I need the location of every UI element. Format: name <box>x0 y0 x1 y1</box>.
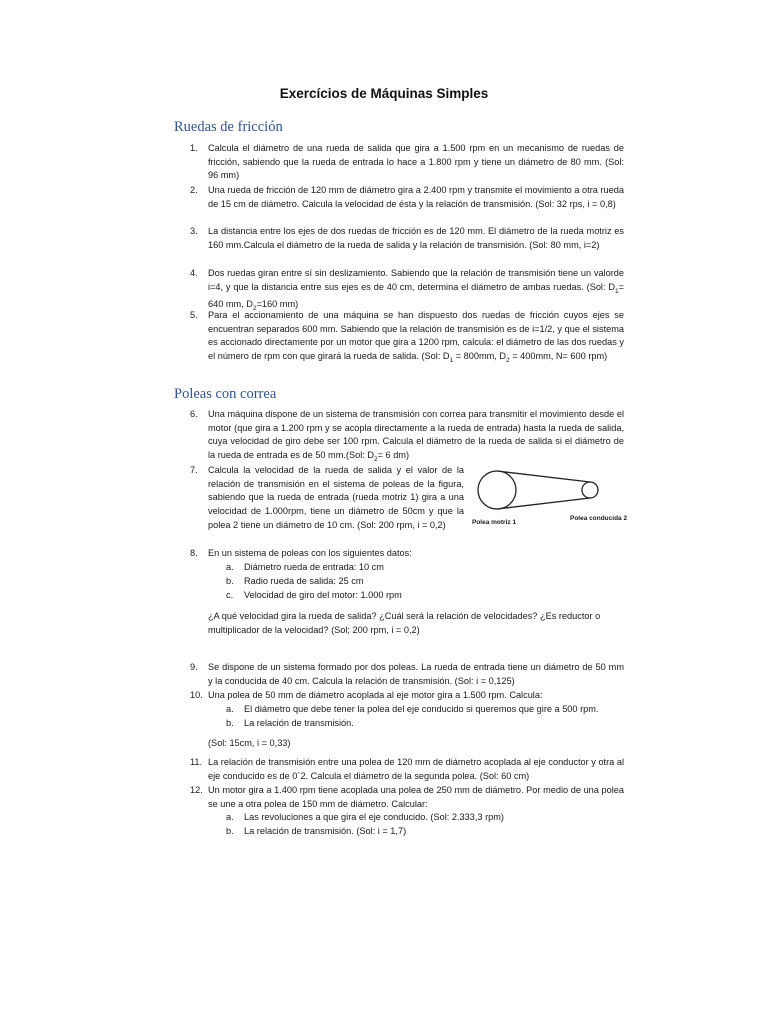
exercise-number: 9. <box>190 662 198 672</box>
exercise-text: La distancia entre los ejes de dos ruedas de fricción es de 120 mm. El diámetro de la rueda motriz es 160 mm.Calcula el diámetro de la rueda de salida y la relación de transmisión. (Sol: 80 mm, i=2) <box>208 226 624 250</box>
exercise-5 <box>190 309 624 368</box>
exercise-2 <box>190 184 624 211</box>
document-page: Exercícios de Máquinas Simples Ruedas de fricción 1. Calcula el diámetro de una rueda de salida que gira a 1.500 rpm en un mecanismo de ruedas de fricción, sabiendo que la rueda de entrada lo hace a 1.800 rpm y tiene un diámetro de 80 mm. (Sol: 96 mm) 2. Una rueda de fricción de 120 mm de diámetro gira a 2.400 rpm y transmite el movimiento a otra rueda de 15 cm de diámetro. Calcula la velocidad de ésta y la relación de transmisión. (Sol: 32 rps, i = 0,8) 3. La distancia entre los ejes de dos ruedas de fricción es de 120 mm. El diámetro de la rueda motriz es 160 mm.Calcula el diámetro de la rueda de salida y la relación de transmisión. (Sol: 80 mm, i=2) 4. Dos ruedas giran entre sí sin deslizamiento. Sabiendo que la relación de transmisión tiene un valorde i=4, y que la distancia entre sus ejes es de 40 cm, determina el diámetro de ambas ruedas. (Sol: $D_1= 640$ mm, $D_2=160$ mm) 5. Para el accionamiento de una máquina se han dispuesto dos ruedas de fricción cuyos ejes se encuentran separados 600 mm. Sabiendo que la relación de transmisión es de i=1/2, y que el sistema es accionado directamente por un motor que gira a 1200 rpm, calcula: el diámetro de las dos ruedas y el número de rpm con que girará la rueda de salida. (Sol: $D_1 = 800mm$, $D_2 = 400mm$, N= 600 rpm) Poleas con correa 6. Una máquina dispone de un sistema de transmisión con correa para transmitir el movimiento desde el motor (que gira a 1.200 rpm y se acopla directamente a la rueda de entrada) hasta la rueda de salida, cuya velocidad de giro debe ser 100 rpm. Calcula el diámetro de la rueda de salida si el diámetro de la rueda de entrada es de 50 mm.(Sol: $D_2= 6$ dm) 7. Calcula la velocidad de la rueda de salida y el valor de la relación de transmisión en el sistema de poleas de la figura, sabiendo que la rueda de entrada (rueda motriz 1) gira a una velocidad de 1.000rpm, tiene un diámetro de 50cm y que la polea 2 tiene un diámetro de 10 cm. (Sol: 200 rpm, i = 0,2) Polea motriz 1 Polea conducida 2 8. En un sistema de poleas con los siguientes datos: a. Diámetro rueda de entrada: 10 cm b. Radio rueda de salida: 25 cm c. Velocidad de giro del motor: 1.000 rpm ¿A qué velocidad gira la rueda de salida? ¿Cuál será la relación de velocidades? ¿Es reductor o multiplicador de la velocidad? (Sol; 200 rpm, i = 0,2) 9. Se dispone de un sistema formado por dos poleas. La rueda de entrada tiene un diámetro de 50 mm y la conducida de 40 cm. Calcula la relación de transmisión. (Sol: i = 0,125) 10. Una polea de 50 mm de diámetro acoplada al eje motor gira a 1.500 rpm. Calcula: a. El diámetro que debe tener la polea del eje conducido si queremos que gire a 500 rpm. b. La relación de transmisión. (Sol: 15cm, i = 0,33) 11. La relación de transmisión entre una polea de 120 mm de diámetro acoplada al eje conductor y otra al eje conducido es de 0´2. Calcula el diámetro de la segunda polea. (Sol: 60 cm) 12. Un motor gira a 1.400 rpm tiene acoplada una polea de 250 mm de diámetro. Por medio de una polea se une a otra polea de 150 mm de diámetro. Calcular: a. Las revoluciones a que gira el eje conducido. (Sol: 2.333,3 rpm) b. La relación de transmisión. (Sol: i = 1,7) <box>0 0 768 1024</box>
exercise-text: Una máquina dispone de un sistema de transmisión con correa para transmitir el movimiento desde el motor (que gira a 1.200 rpm y se acopla directamente a la rueda de entrada) hasta la rueda de salida, cuya velocidad de giro debe ser 100 rpm. Calcula el diámetro de la rueda de salida si el diámetro de la rueda de entrada es de 50 mm.(Sol: $D_2= 6$ dm) <box>208 409 624 463</box>
section-heading-friction: Ruedas de fricción <box>174 119 283 135</box>
exercise-number: 7. <box>190 465 198 475</box>
belt-pulley-diagram <box>470 468 630 514</box>
exercise-number: 12. <box>190 785 203 795</box>
exercise-text: Una polea de 50 mm de diámetro acoplada al eje motor gira a 1.500 rpm. Calcula: <box>208 690 543 700</box>
exercise-number: 11. <box>190 757 203 767</box>
exercise-8-question: ¿A qué velocidad gira la rueda de salida? ¿Cuál será la relación de velocidades? ¿Es reductor o multiplicador de la velocidad? (Sol; 200 rpm, i = 0,2) <box>208 611 601 635</box>
exercise-number: 6. <box>190 409 198 419</box>
exercise-text: La relación de transmisión entre una polea de 120 mm de diámetro acoplada al eje conductor y otra al eje conducido es de 0´2. Calcula el diámetro de la segunda polea. (Sol: 60 cm) <box>208 757 624 781</box>
exercise-number: 1. <box>190 143 198 153</box>
exercise-7 <box>190 464 464 533</box>
exercise-text: Dos ruedas giran entre sí sin deslizamiento. Sabiendo que la relación de transmisión tiene un valorde i=4, y que la distancia entre sus ejes es de 40 cm, determina el diámetro de ambas ruedas. (Sol: $D_1= 640$ mm, $D_2=160$ mm) <box>208 268 624 313</box>
exercise-10-solution: (Sol: 15cm, i = 0,33) <box>208 738 291 748</box>
exercise-text: Para el accionamiento de una máquina se han dispuesto dos ruedas de fricción cuyos ejes se encuentran separados 600 mm. Sabiendo que la relación de transmisión es de i=1/2, y que el sistema es accionado directamente por un motor que gira a 1200 rpm, calcula: el diámetro de las dos ruedas y el número de rpm con que girará la rueda de salida. (Sol: $D_1 = 800mm$, $D_2 = 400mm$, N= 600 rpm) <box>208 310 624 364</box>
exercise-number: 10. <box>190 690 203 700</box>
exercise-11 <box>190 756 624 783</box>
exercise-number: 5. <box>190 310 198 320</box>
exercise-12 <box>190 784 624 811</box>
exercise-number: 2. <box>190 185 198 195</box>
exercise-text: En un sistema de poleas con los siguientes datos: <box>208 548 412 558</box>
exercise-number: 4. <box>190 268 198 278</box>
exercise-1 <box>190 142 624 183</box>
section-heading-belts: Poleas con correa <box>174 386 277 402</box>
exercise-number: 3. <box>190 226 198 236</box>
exercise-10 <box>190 689 624 703</box>
figure-label-driver: Polea motriz 1 <box>472 519 517 526</box>
document-title: Exercícios de Máquinas Simples <box>279 86 489 101</box>
pulley-figure <box>470 468 630 530</box>
exercise-text: Calcula el diámetro de una rueda de salida que gira a 1.500 rpm en un mecanismo de ruedas de fricción, sabiendo que la rueda de entrada lo hace a 1.800 rpm y tiene un diámetro de 80 mm. (Sol: 96 mm) <box>208 143 624 181</box>
exercise-6 <box>190 408 624 467</box>
exercise-number: 8. <box>190 548 198 558</box>
exercise-8 <box>190 547 624 561</box>
exercise-text: Un motor gira a 1.400 rpm tiene acoplada una polea de 250 mm de diámetro. Por medio de una polea se une a otra polea de 150 mm de diámetro. Calcular: <box>208 785 624 809</box>
exercise-text: Se dispone de un sistema formado por dos poleas. La rueda de entrada tiene un diámetro de 50 mm y la conducida de 40 cm. Calcula la relación de transmisión. (Sol: i = 0,125) <box>208 662 624 686</box>
exercise-text: Una rueda de fricción de 120 mm de diámetro gira a 2.400 rpm y transmite el movimiento a otra rueda de 15 cm de diámetro. Calcula la velocidad de ésta y la relación de transmisión. (Sol: 32 rps, i = 0,8) <box>208 185 624 209</box>
exercise-3 <box>190 225 624 252</box>
figure-label-driven: Polea conducida 2 <box>570 515 628 522</box>
exercise-9 <box>190 661 624 688</box>
exercise-text: Calcula la velocidad de la rueda de salida y el valor de la relación de transmisión en el sistema de poleas de la figura, sabiendo que la rueda de entrada (rueda motriz 1) gira a una velocidad de 1.000rpm, tiene un diámetro de 50cm y que la polea 2 tiene un diámetro de 10 cm. (Sol: 200 rpm, i = 0,2) <box>208 465 464 530</box>
